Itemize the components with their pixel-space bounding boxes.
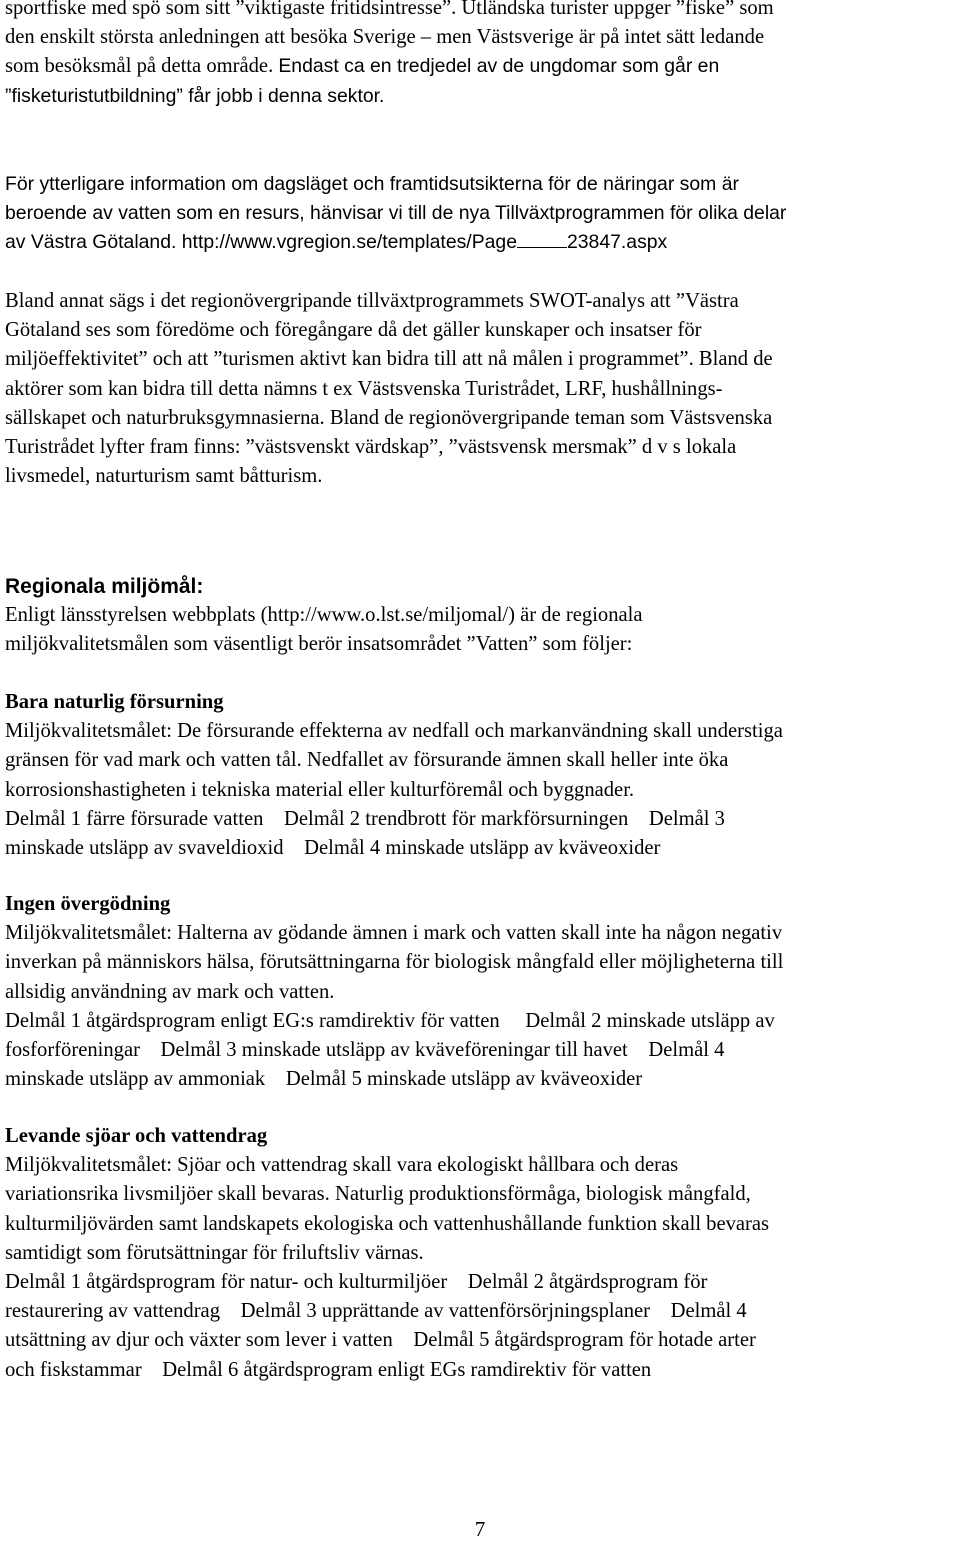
text-line: sällskapet och naturbruksgymnasierna. Bland de regionövergripande teman som Västsvenska (5, 406, 773, 429)
text-line: Götaland ses som föredöme och föregångare då det gäller kunskaper och insatser för (5, 319, 702, 342)
section-heading: Bara naturlig försurning (5, 691, 224, 713)
text-line: Delmål 1 åtgärdsprogram för natur- och kulturmiljöer Delmål 2 åtgärdsprogram för (5, 1271, 708, 1294)
regional-section (5, 572, 643, 659)
text-line: livsmedel, naturturism samt båtturism. (5, 465, 323, 488)
text-line: ”fisketuristutbildning” får jobb i denna sektor. (5, 84, 385, 107)
section-heading: Regionala miljömål: (5, 575, 204, 598)
section-heading: Ingen övergödning (5, 893, 171, 915)
text-line: korrosionshastigheten i tekniska material eller kulturföremål och byggnader. (5, 778, 635, 801)
text-line: miljöeffektivitet” och att ”turismen aktivt kan bidra till att nå målen i programmet”. Bland de (5, 348, 773, 371)
text-line: Delmål 1 färre försurade vatten Delmål 2 trendbrott för markförsurningen Delmål 3 (5, 807, 725, 830)
url-text-after: 23847.aspx (566, 231, 668, 254)
text-line: allsidig användning av mark och vatten. (5, 980, 335, 1003)
text-line: utsättning av djur och växter som lever i vatten Delmål 5 åtgärdsprogram för hotade arter (5, 1329, 756, 1352)
url-text-before: av Västra Götaland. http://www.vgregion.se/templates/Page (5, 231, 517, 254)
section-heading: Levande sjöar och vattendrag (5, 1125, 268, 1147)
text-line: Miljökvalitetsmålet: Sjöar och vattendrag skall vara ekologiskt hållbara och deras (5, 1154, 679, 1177)
text-line: kulturmiljövärden samt landskapets ekologiska och vattenhushållande funktion skall bevaras (5, 1212, 770, 1235)
text-line: och fiskstammar Delmål 6 åtgärdsprogram enligt EGs ramdirektiv för vatten (5, 1358, 652, 1381)
text-line: aktörer som kan bidra till detta nämns t ex Västsvenska Turistrådet, LRF, hushållnings- (5, 377, 723, 400)
text-line: minskade utsläpp av ammoniak Delmål 5 minskade utsläpp av kväveoxider (5, 1068, 643, 1091)
text-line: fosforföreningar Delmål 3 minskade utsläpp av kväveföreningar till havet Delmål 4 (5, 1039, 725, 1062)
text-line: För ytterligare information om dagsläget och framtidsutsikterna för de näringar som är (5, 173, 739, 195)
url-underline-blank (517, 229, 567, 248)
text-line-mixed (5, 52, 774, 81)
swot-paragraph (5, 287, 773, 491)
text-line: restaurering av vattendrag Delmål 3 upprättande av vattenförsörjningsplaner Delmål 4 (5, 1300, 747, 1323)
text-line: inverkan på människors hälsa, förutsättningarna för biologisk mångfald eller möjligheterna till (5, 951, 784, 974)
text-line: minskade utsläpp av svaveldioxid Delmål 4 minskade utsläpp av kväveoxider (5, 837, 661, 860)
text-line: variationsrika livsmiljöer skall bevaras. Naturlig produktionsförmåga, biologisk mångfald, (5, 1183, 751, 1206)
lakes-section (5, 1122, 769, 1385)
text-line: den enskilt största anledningen att besöka Sverige – men Västsverige är på intet sätt ledande (5, 26, 765, 49)
text-line: Delmål 1 åtgärdsprogram enligt EG:s ramdirektiv för vatten Delmål 2 minskade utsläpp av (5, 1009, 775, 1032)
text-line: Enligt länsstyrelsen webbplats (http://www.o.lst.se/miljomal/) är de regionala (5, 604, 643, 626)
intro-paragraph (5, 0, 774, 111)
page-number: 7 (474, 1517, 486, 1541)
info-paragraph (5, 170, 786, 258)
text-line: Miljökvalitetsmålet: Halterna av gödande ämnen i mark och vatten skall inte ha någon negativ (5, 922, 783, 945)
acidification-section (5, 688, 783, 863)
text-line: beroende av vatten som en resurs, hänvisar vi till de nya Tillväxtprogrammen för olika delar (5, 202, 787, 225)
text-line: gränsen för vad mark och vatten tål. Nedfallet av försurande ämnen skall heller inte öka (5, 749, 729, 772)
text-line: sportfiske med spö som sitt ”viktigaste fritidsintresse”. Utländska turister uppger ”fiske” som (5, 0, 774, 19)
text-line: Turistrådet lyfter fram finns: ”västsvenskt värdskap”, ”västsvensk mersmak” d v s lokala (5, 436, 737, 459)
text-line: miljökvalitetsmålen som väsentligt berör insatsområdet ”Vatten” som följer: (5, 633, 633, 656)
text-line: Bland annat sägs i det regionövergripande tillväxtprogrammets SWOT-analys att ”Västra (5, 290, 739, 312)
text-fragment-sans: Endast ca en tredjedel av de ungdomar som går en (278, 55, 720, 78)
text-line: Miljökvalitetsmålet: De försurande effekterna av nedfall och markanvändning skall understiga (5, 720, 783, 743)
eutrophication-section (5, 890, 783, 1094)
text-fragment-serif: som besöksmål på detta område. (5, 55, 279, 78)
text-line: samtidigt som förutsättningar för friluftsliv värnas. (5, 1241, 424, 1264)
url-line (5, 228, 786, 257)
